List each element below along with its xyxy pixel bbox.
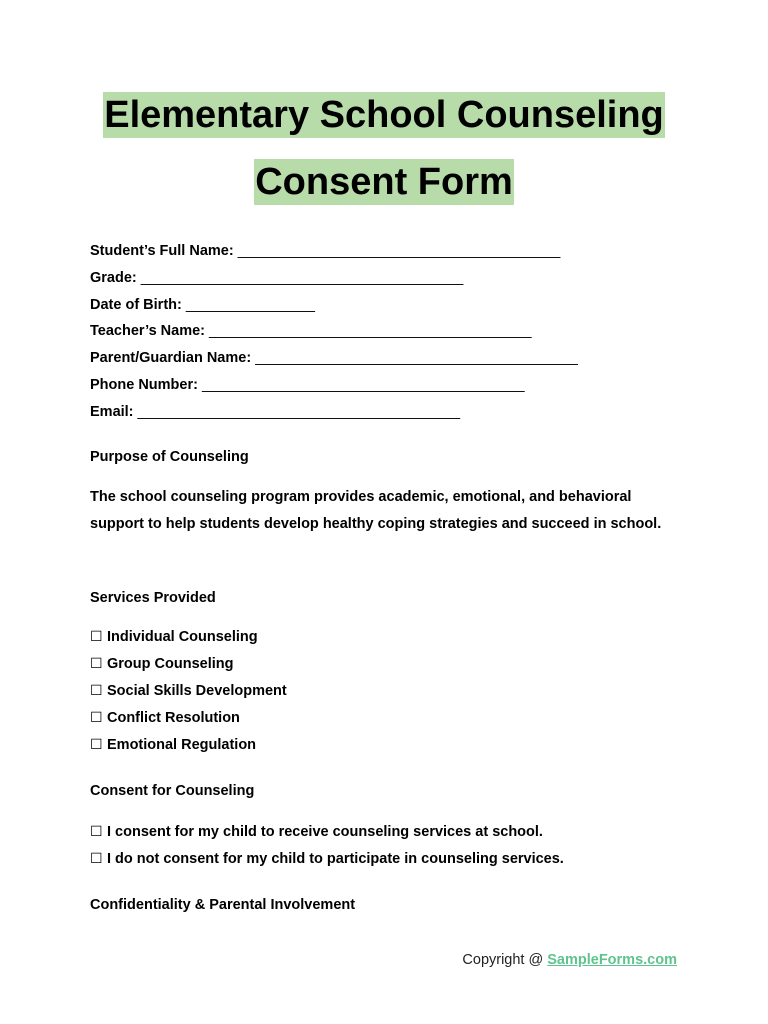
field-blank[interactable]: ________________________________________	[255, 350, 578, 367]
service-emotional-regulation[interactable]	[90, 732, 680, 759]
service-group-counseling[interactable]	[90, 651, 680, 678]
student-info-fields	[90, 238, 690, 426]
checkbox-icon[interactable]: ☐	[90, 737, 103, 753]
field-label: Parent/Guardian Name:	[90, 350, 252, 367]
copyright-prefix: Copyright @	[462, 952, 548, 968]
services-heading: Services Provided	[90, 590, 216, 606]
phone-number-field[interactable]	[90, 372, 690, 399]
copyright-footer	[462, 952, 677, 968]
confidentiality-heading: Confidentiality & Parental Involvement	[90, 897, 356, 913]
checkbox-label: Social Skills Development	[107, 683, 287, 699]
page-title	[0, 92, 768, 226]
consent-checklist	[90, 819, 680, 873]
title-line-2: Consent Form	[255, 161, 513, 203]
checkbox-icon[interactable]: ☐	[90, 824, 103, 840]
services-checklist	[90, 624, 680, 759]
service-social-skills[interactable]	[90, 678, 680, 705]
field-blank[interactable]: ________________	[185, 296, 315, 313]
date-of-birth-field[interactable]	[90, 292, 690, 319]
field-blank[interactable]: ________________________________________	[140, 269, 464, 286]
service-conflict-resolution[interactable]	[90, 705, 680, 732]
parent-guardian-name-field[interactable]	[90, 345, 690, 372]
field-label: Teacher’s Name:	[90, 323, 205, 340]
field-label: Grade:	[90, 269, 137, 286]
field-label: Student’s Full Name:	[90, 243, 234, 259]
title-line-1: Elementary School Counseling	[104, 94, 664, 136]
checkbox-label: Group Counseling	[107, 656, 234, 672]
purpose-paragraph: The school counseling program provides academic, emotional, and behavioral support to help students develop healthy coping strategies and succeed in school.	[90, 489, 662, 532]
field-blank[interactable]: ________________________________________	[237, 243, 561, 259]
purpose-heading: Purpose of Counseling	[90, 449, 249, 465]
field-blank[interactable]: ________________________________________	[201, 376, 525, 393]
teacher-name-field[interactable]	[90, 318, 690, 345]
checkbox-icon[interactable]: ☐	[90, 710, 103, 726]
checkbox-label: I consent for my child to receive counseling services at school.	[107, 824, 543, 840]
consent-yes-option[interactable]	[90, 819, 680, 846]
checkbox-icon[interactable]: ☐	[90, 851, 103, 867]
checkbox-icon[interactable]: ☐	[90, 629, 103, 645]
field-blank[interactable]: ________________________________________	[209, 323, 532, 340]
grade-field[interactable]	[90, 265, 690, 292]
student-name-field[interactable]	[90, 238, 690, 265]
brand-link[interactable]: SampleForms.com	[547, 952, 677, 968]
checkbox-label: Individual Counseling	[107, 629, 258, 645]
checkbox-label: Emotional Regulation	[107, 737, 257, 753]
checkbox-label: I do not consent for my child to participate in counseling services.	[107, 851, 564, 867]
field-label: Phone Number:	[90, 376, 198, 393]
checkbox-icon[interactable]: ☐	[90, 683, 103, 699]
checkbox-label: Conflict Resolution	[107, 710, 240, 726]
field-label: Date of Birth:	[90, 296, 182, 313]
service-individual-counseling[interactable]	[90, 624, 680, 651]
consent-heading: Consent for Counseling	[90, 783, 255, 799]
email-field[interactable]	[90, 399, 690, 426]
field-label: Email:	[90, 403, 134, 420]
checkbox-icon[interactable]: ☐	[90, 656, 103, 672]
consent-no-option[interactable]	[90, 846, 680, 873]
field-blank[interactable]: ________________________________________	[137, 403, 461, 420]
